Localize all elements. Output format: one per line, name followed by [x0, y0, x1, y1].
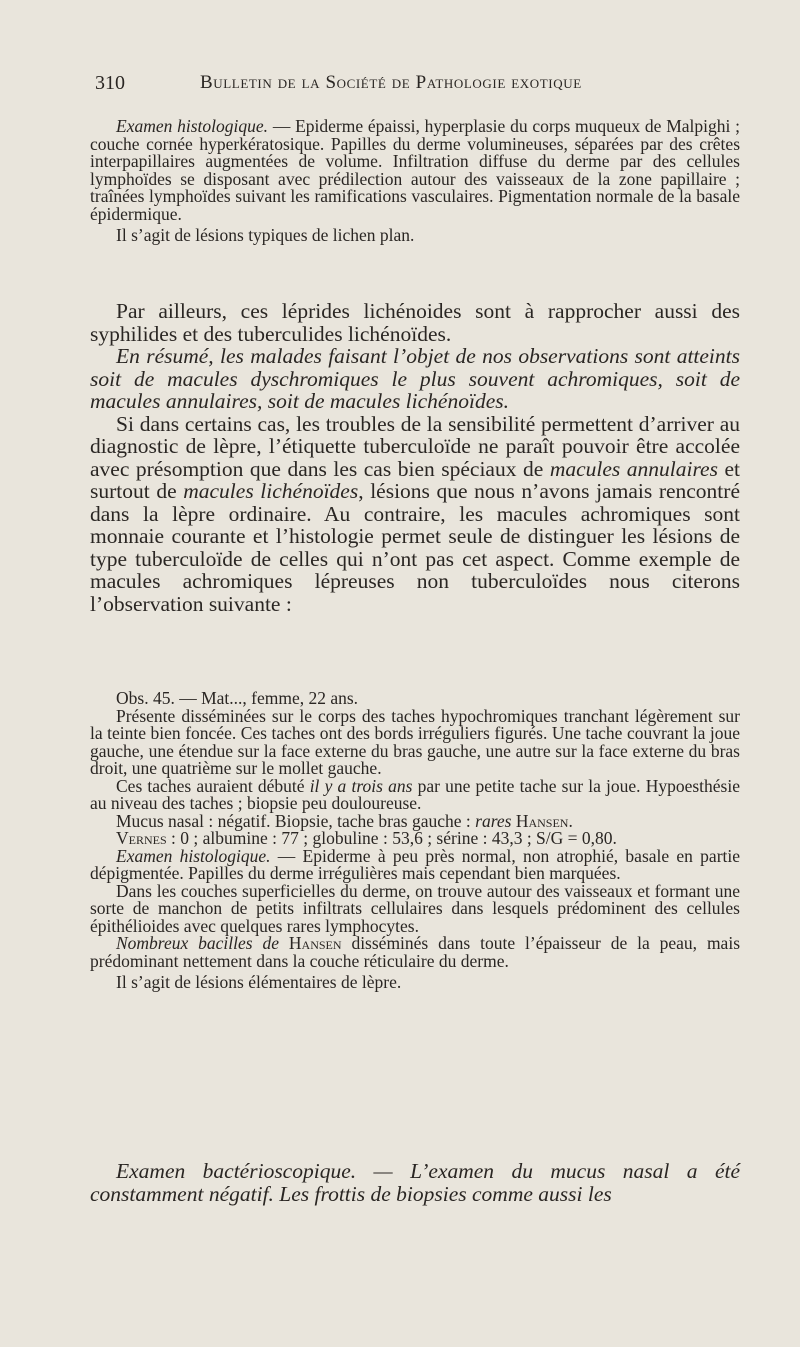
observation-history: Ces taches auraient débuté il y a trois ans par une petite tache sur la joue. Hypoesthésie au niveau des taches ; biopsie peu douloureuse. [90, 775, 740, 813]
page-header [95, 72, 655, 100]
observation-conclusion: Il s’agit de lésions élémentaires de lèpre. [116, 972, 402, 992]
main-text [90, 300, 740, 615]
exam-label: Examen histologique. [116, 116, 269, 136]
observation-mucus: Mucus nasal : négatif. Biopsie, tache bras gauche : rares Hansen. [116, 810, 573, 831]
conclusion-lichen: Il s’agit de lésions typiques de lichen plan. [116, 225, 415, 245]
paragraph-resume: En résumé, les malades faisant l’objet de nos observations sont atteints soit de macules dyschromiques le plus souvent achromiques, soit de macules annulaires, soit de macules lichénoïdes. [90, 344, 740, 413]
observation-bacilles: Nombreux bacilles de Hansen disséminés dans toute l’épaisseur de la peau, mais prédominant nettement dans la couche réticulaire du derme. [90, 933, 740, 971]
exam-histology-1 [90, 118, 740, 245]
observation-45 [90, 690, 740, 992]
observation-presentation: Présente disséminées sur le corps des taches hypochromiques tranchant légèrement sur la teinte bien foncée. Ces taches ont des bords irréguliers figurés. Une tache couvrant la joue gauche, une étendue sur la face externe du bras gauche, une autre sur la face externe du bras droit, une quatrième sur le mollet gauche. [90, 705, 740, 778]
running-title: Bulletin de la Société de Pathologie exotique [200, 72, 582, 93]
observation-derme: Dans les couches superficielles du derme, on trouve autour des vaisseaux et formant une sorte de manchon de petits infiltrats cellulaires dans lesquels prédominent des cellules épithélioides avec quelques rares lymphocytes. [90, 880, 740, 936]
exam-text: — Epiderme épaissi, hyperplasie du corps muqueux de Malpighi ; couche cornée hyperkératosique. Papilles du derme volumineuses, séparées par des crêtes interpapillaires augmentées de volume. Infiltration diffuse du derme par des cellules lymphoïdes se disposant avec prédilection autour des vaisseaux de la zone papillaire ; traînées lymphoïdes suivant les ramifications vasculaires. Pigmentation normale de la basale épidermique. [90, 116, 741, 224]
paragraph-bacterioscopy: Examen bactérioscopique. — L’examen du mucus nasal a été constamment négatif. Les frottis de biopsies comme aussi les [90, 1159, 740, 1206]
exam-bacterioscopy [90, 1160, 740, 1205]
observation-histology: Examen histologique. — Epiderme à peu près normal, non atrophié, basale en partie dépigmentée. Papilles du derme irrégulières mais cependant bien marquées. [90, 845, 741, 883]
paragraph-lepride: Par ailleurs, ces léprides lichénoides sont à rapprocher aussi des syphilides et des tuberculides lichénoïdes. [90, 299, 740, 346]
observation-vernes: Vernes : 0 ; albumine : 77 ; globuline : 53,6 ; sérine : 43,3 ; S/G = 0,80. [116, 828, 617, 848]
page-number: 310 [95, 72, 125, 94]
paragraph-diagnostic: Si dans certains cas, les troubles de la sensibilité permettent d’arriver au diagnostic de lèpre, l’étiquette tuberculoïde ne paraît pouvoir être accolée avec présomption que dans les cas bien spéciaux de macules annulaires et surtout de macules lichénoïdes, lésions que nous n’avons jamais rencontré dans la lèpre ordinaire. Au contraire, les macules achromiques sont monnaie courante et l’histologie permet seule de distinguer les lésions de type tuberculoïde de celles qui n’ont pas cet aspect. Comme exemple de macules achromiques lépreuses non tuberculoïdes nous citerons l’observation suivante : [90, 411, 740, 616]
observation-title: Obs. 45. — Mat..., femme, 22 ans. [116, 688, 359, 708]
